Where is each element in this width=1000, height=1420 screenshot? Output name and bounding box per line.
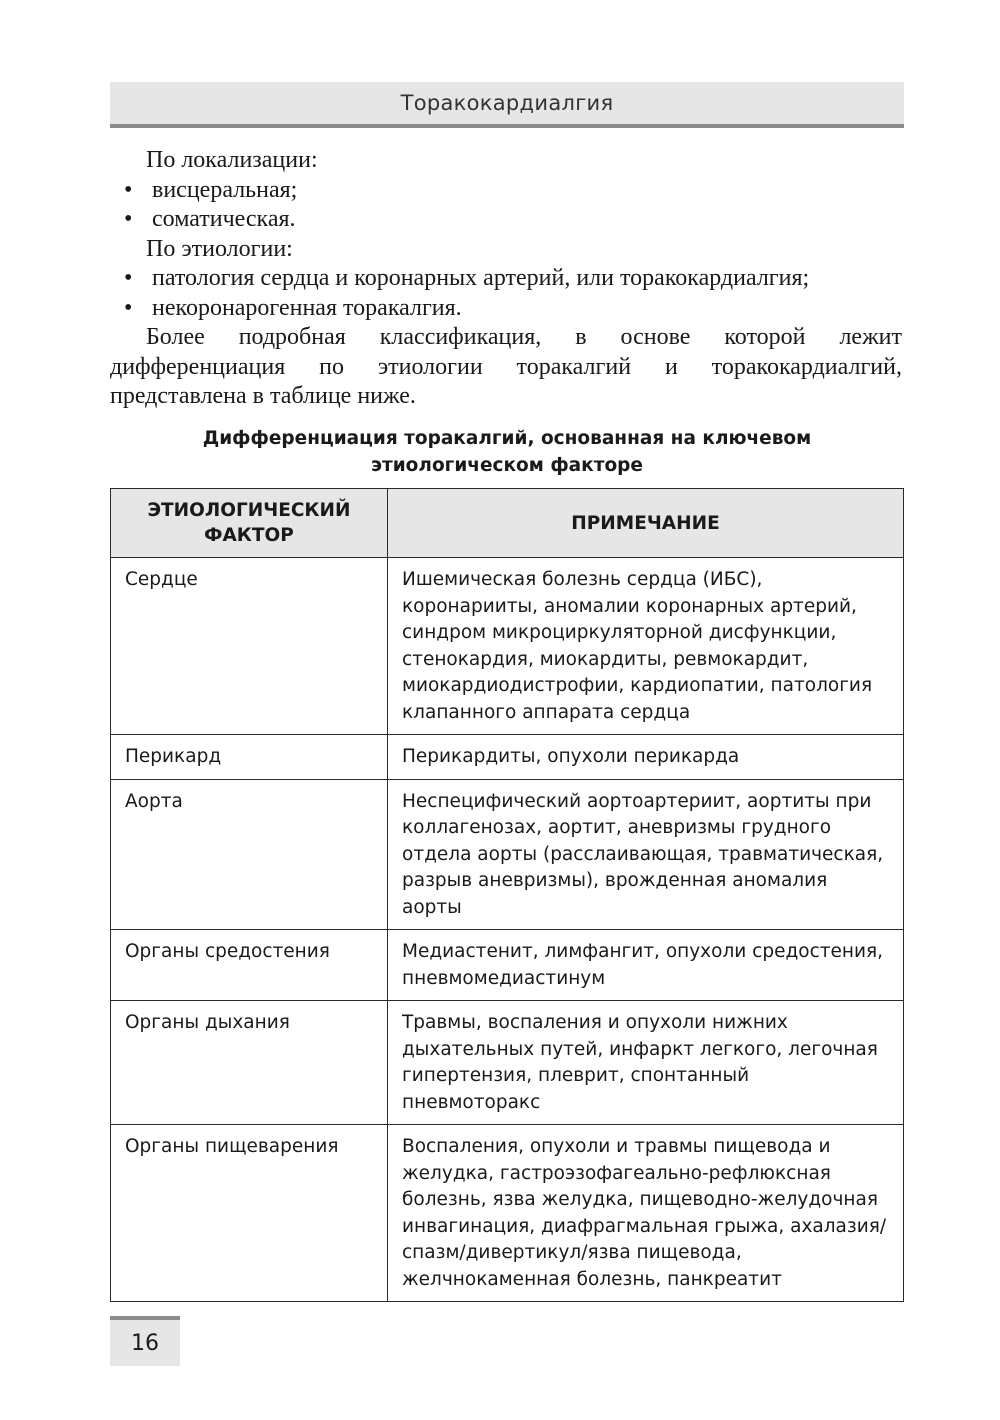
table-row	[111, 779, 904, 930]
list-item-text: некоронарогенная торакалгия.	[152, 294, 462, 321]
bullet-icon: •	[124, 294, 133, 321]
table-row	[111, 1125, 904, 1302]
page-number	[110, 1316, 180, 1366]
note-cell: Перикардиты, опухоли перикарда	[388, 735, 904, 780]
table-row	[111, 735, 904, 780]
note-cell: Ишемическая болезнь сердца (ИБС), коронарииты, аномалии коронарных артерий, синдром микроциркуляторной дисфункции, стенокардия, миокардиты, ревмокардит, миокардиодистрофии, кардиопатии, патология клапанного аппарата сердца	[388, 558, 904, 735]
bullet-icon: •	[124, 176, 133, 203]
intro-paragraph: Более подробная классификация, в основе которой лежит дифференциация по этиологии торакалгий и торакокардиалгий, представлена в таблице ниже.	[110, 324, 902, 409]
factor-cell: Органы средостения	[111, 930, 388, 1001]
note-cell: Воспаления, опухоли и травмы пищевода и желудка, гастроэзофагеально-рефлюксная болезнь, язва желудка, пищеводно-желудочная инвагинация, диафрагмальная грыжа, ахалазия/спазм/дивертикул/язва пищевода, желчнокаменная болезнь, панкреатит	[388, 1125, 904, 1302]
list-item-text: висцеральная;	[152, 176, 298, 203]
factor-cell: Аорта	[111, 779, 388, 930]
bullet-icon: •	[124, 265, 133, 291]
table-header-row	[111, 489, 904, 558]
table-row	[111, 558, 904, 735]
body-text	[110, 146, 902, 412]
etiology-table	[110, 488, 904, 1302]
column-header-note: ПРИМЕЧАНИЕ	[388, 489, 904, 558]
factor-cell: Сердце	[111, 558, 388, 735]
table-caption	[110, 425, 904, 479]
factor-cell: Перикард	[111, 735, 388, 780]
bullet-icon: •	[124, 206, 133, 232]
running-header	[110, 82, 904, 128]
page-number-text: 16	[131, 1330, 159, 1356]
column-header-factor: ЭТИОЛОГИЧЕСКИЙ ФАКТОР	[111, 489, 388, 558]
list-item	[110, 176, 902, 206]
list-item	[110, 294, 902, 324]
list-item	[110, 205, 902, 235]
list-item-text: патология сердца и коронарных артерий, или торакокардиалгия;	[152, 265, 810, 291]
factor-cell: Органы пищеварения	[111, 1125, 388, 1302]
note-cell: Медиастенит, лимфангит, опухоли средостения, пневмомедиастинум	[388, 930, 904, 1001]
table-row	[111, 930, 904, 1001]
table-caption-line: Дифференциация торакалгий, основанная на ключевом	[202, 428, 812, 449]
note-cell: Травмы, воспаления и опухоли нижних дыхательных путей, инфаркт легкого, легочная гипертензия, плеврит, спонтанный пневмоторакс	[388, 1001, 904, 1125]
list-item	[110, 264, 902, 294]
table-row	[111, 1001, 904, 1125]
etiology-heading: По этиологии:	[146, 235, 293, 262]
localization-heading: По локализации:	[146, 147, 318, 173]
localization-list	[110, 176, 902, 235]
factor-cell: Органы дыхания	[111, 1001, 388, 1125]
table-caption-line: этиологическом факторе	[371, 455, 643, 476]
etiology-list	[110, 264, 902, 323]
running-header-title: Торакокардиалгия	[400, 91, 614, 115]
list-item-text: соматическая.	[152, 206, 296, 232]
note-cell: Неспецифический аортоартериит, аортиты при коллагенозах, аортит, аневризмы грудного отдела аорты (расслаивающая, травматическая, разрыв аневризмы), врожденная аномалия аорты	[388, 779, 904, 930]
